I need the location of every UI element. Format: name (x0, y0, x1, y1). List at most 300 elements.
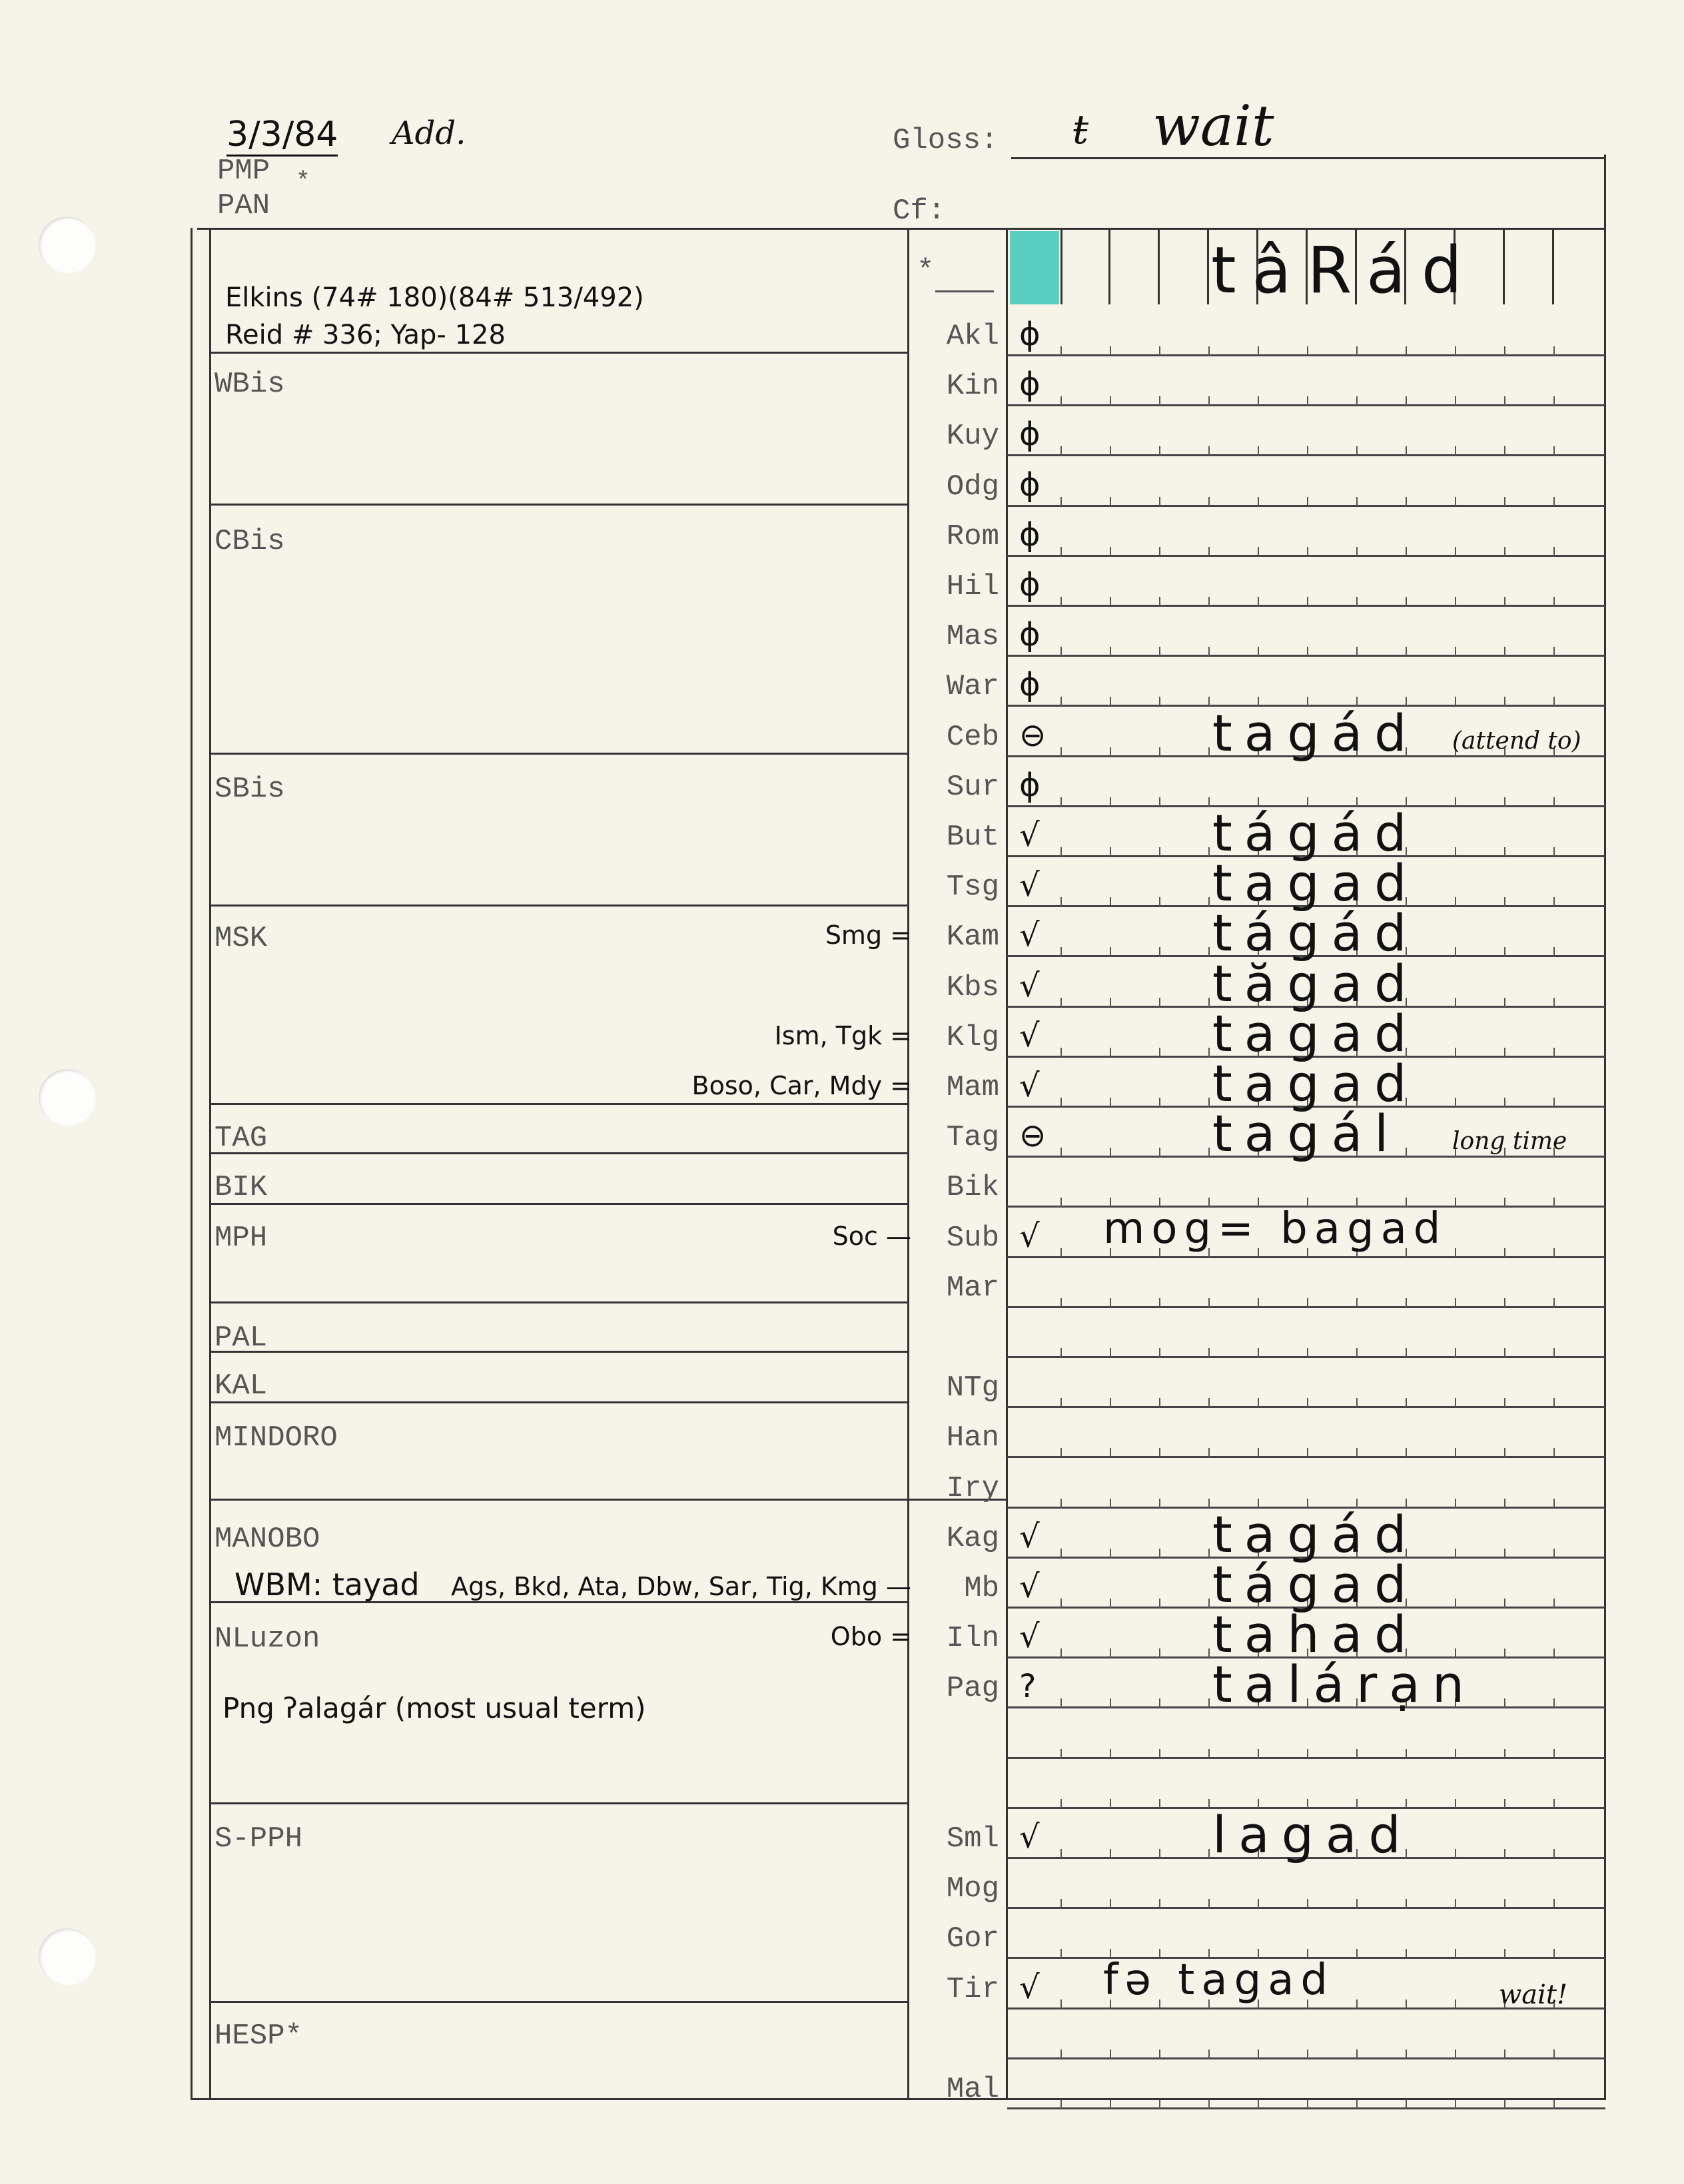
row-tick (1455, 1448, 1456, 1457)
row-tick (1406, 396, 1407, 406)
group-divider (209, 753, 907, 755)
row-tick (1504, 697, 1505, 706)
row-tick (1258, 2099, 1259, 2109)
row-tick (1504, 1799, 1505, 1808)
row-tick (1553, 2099, 1555, 2109)
reflex-form: tagad (1212, 853, 1419, 913)
row-tick (1208, 998, 1210, 1007)
row-tick (1208, 897, 1210, 907)
to-mark: ŧ (1072, 107, 1089, 153)
group-label: HESP* (214, 2019, 303, 2053)
row-tick (1159, 947, 1160, 956)
row-tick (1553, 1499, 1555, 1508)
group-label: CBis (214, 525, 285, 558)
row-prefix-note: Ism, Tgk = (774, 1020, 911, 1050)
group-divider (209, 1802, 907, 1804)
row-tick (1060, 1799, 1062, 1808)
reflex-mark: ϕ (1019, 466, 1041, 504)
binder-hole-bottom (39, 1928, 96, 1986)
row-tick (1208, 1749, 1210, 1758)
reflex-mark: ⊖ (1019, 1117, 1047, 1155)
row-tick (1060, 1849, 1062, 1858)
row-tick (1504, 947, 1505, 956)
language-code: Tir (946, 1972, 999, 2006)
language-code: Mas (946, 620, 999, 654)
row-tick (1504, 1549, 1505, 1558)
row-tick (1258, 2049, 1259, 2059)
reflex-mark: √ (1019, 1618, 1040, 1656)
group-divider (209, 1401, 907, 1403)
language-code: Kam (946, 920, 999, 954)
language-code: War (946, 670, 999, 704)
language-code: Pag (946, 1672, 999, 1706)
row-line (1007, 354, 1605, 356)
row-tick (1504, 346, 1505, 356)
row-tick (1455, 346, 1456, 356)
row-tick (1455, 1098, 1456, 1107)
cf-label: Cf: (893, 194, 946, 228)
row-tick (1110, 1298, 1111, 1307)
star-dash (935, 290, 994, 292)
reflex-form: tágád (1212, 903, 1419, 963)
row-tick (1406, 1949, 1407, 1958)
language-code: Odg (946, 470, 999, 504)
row-tick (1110, 1799, 1111, 1808)
row-tick (1110, 647, 1111, 656)
row-tick (1110, 1698, 1111, 1708)
row-tick (1060, 797, 1062, 807)
group-label: MPH (214, 1222, 268, 1255)
row-tick (1208, 597, 1210, 606)
star-code: * (917, 254, 935, 288)
row-tick (1060, 1949, 1062, 1958)
row-tick (1208, 1499, 1210, 1508)
row-tick (1110, 747, 1111, 757)
row-tick (1356, 1398, 1358, 1407)
row-tick (1060, 1549, 1062, 1558)
row-tick (1356, 2000, 1358, 2009)
row-tick (1159, 1849, 1160, 1858)
row-line (1007, 1456, 1605, 1458)
row-tick (1356, 2049, 1358, 2059)
reflex-mark: ? (1019, 1668, 1037, 1706)
row-tick (1455, 497, 1456, 506)
row-tick (1159, 747, 1160, 757)
row-tick (1406, 2099, 1407, 2109)
row-tick (1307, 1348, 1308, 1357)
row-tick (1504, 1899, 1505, 1908)
language-code: Mam (946, 1071, 999, 1104)
row-tick (1307, 497, 1308, 506)
row-prefix-note: Obo = (830, 1622, 911, 1652)
row-tick (1356, 497, 1358, 506)
row-tick (1110, 797, 1111, 807)
row-tick (1060, 1599, 1062, 1608)
row-tick (1208, 2049, 1210, 2059)
language-code: Rom (946, 520, 999, 553)
group-divider (209, 1301, 907, 1303)
reflex-mark: ϕ (1019, 366, 1041, 404)
row-tick (1060, 1398, 1062, 1407)
row-tick (1455, 697, 1456, 706)
reflex-mark: √ (1019, 1818, 1040, 1856)
row-tick (1159, 847, 1160, 857)
row-tick (1356, 647, 1358, 656)
reflex-form: tágád (1212, 803, 1419, 863)
row-tick (1504, 1648, 1505, 1658)
row-tick (1110, 446, 1111, 456)
row-tick (1159, 396, 1160, 406)
row-tick (1159, 897, 1160, 907)
gloss-label: Gloss: (893, 124, 999, 157)
row-tick (1060, 1749, 1062, 1758)
row-tick (1110, 1849, 1111, 1858)
row-tick (1110, 346, 1111, 356)
row-tick (1553, 998, 1555, 1007)
row-prefix-note: Soc — (832, 1221, 911, 1251)
row-tick (1060, 2000, 1062, 2009)
row-line (1007, 1256, 1605, 1258)
reflex-mark: √ (1019, 1067, 1040, 1104)
row-tick (1060, 697, 1062, 706)
row-tick (1159, 697, 1160, 706)
row-tick (1406, 1148, 1407, 1157)
row-tick (1455, 1198, 1456, 1207)
reflex-mark: ϕ (1019, 316, 1041, 353)
row-tick (1060, 1248, 1062, 1258)
row-tick (1159, 1098, 1160, 1107)
row-tick (1504, 1949, 1505, 1958)
row-tick (1208, 1298, 1210, 1307)
group-divider (209, 1351, 907, 1353)
row-tick (1060, 2049, 1062, 2059)
row-tick (1110, 1749, 1111, 1758)
row-tick (1060, 2099, 1062, 2109)
pan-label: PAN (217, 189, 270, 222)
row-tick (1406, 346, 1407, 356)
row-tick (1553, 1298, 1555, 1307)
row-tick (1504, 847, 1505, 857)
language-code: Mal (946, 2073, 999, 2106)
row-tick (1455, 2000, 1456, 2009)
row-tick (1208, 1799, 1210, 1808)
row-tick (1060, 547, 1062, 556)
row-tick (1455, 2049, 1456, 2059)
reflex-mark: √ (1019, 1016, 1040, 1054)
row-tick (1208, 2099, 1210, 2109)
language-code: Kin (946, 370, 999, 404)
language-code: Iry (946, 1471, 999, 1505)
row-tick (1110, 396, 1111, 406)
row-tick (1060, 1048, 1062, 1057)
reflex-mark: √ (1019, 1217, 1040, 1255)
row-tick (1208, 947, 1210, 956)
row-tick (1159, 797, 1160, 807)
group-label: MINDORO (214, 1421, 338, 1455)
row-tick (1258, 647, 1259, 656)
cell-divider (1060, 230, 1062, 304)
row-prefix-note: Ags, Bkd, Ata, Dbw, Sar, Tig, Kmg — (451, 1572, 911, 1601)
row-tick (1060, 1148, 1062, 1157)
row-tick (1553, 1248, 1555, 1258)
row-tick (1553, 1599, 1555, 1608)
row-tick (1159, 2099, 1160, 2109)
language-code: Iln (946, 1622, 999, 1656)
language-code: Hil (946, 570, 999, 603)
pmp-label: PMP (217, 155, 270, 188)
row-tick (1060, 747, 1062, 757)
row-tick (1504, 2049, 1505, 2059)
group-label: WBis (214, 368, 285, 401)
row-tick (1455, 1298, 1456, 1307)
row-tick (1110, 1899, 1111, 1908)
group-label: SBis (214, 773, 285, 806)
cell-divider (1503, 230, 1505, 304)
row-tick (1504, 1048, 1505, 1057)
row-tick (1208, 1398, 1210, 1407)
row-tick (1455, 1248, 1456, 1258)
language-code: Mb (964, 1572, 999, 1605)
date: 3/3/84 (226, 115, 338, 157)
language-code: Tag (946, 1121, 999, 1155)
group-divider (209, 352, 907, 354)
row-tick (1258, 597, 1259, 606)
reflex-form: tahad (1212, 1605, 1419, 1664)
language-code: Sml (946, 1822, 999, 1856)
reflex-form: tagál (1212, 1104, 1401, 1164)
row-tick (1060, 847, 1062, 857)
row-tick (1307, 597, 1308, 606)
row-tick (1258, 396, 1259, 406)
row-tick (1406, 1398, 1407, 1407)
row-tick (1208, 1348, 1210, 1357)
row-line (1007, 1757, 1605, 1759)
row-tick (1208, 1448, 1210, 1457)
language-code: Tsg (946, 871, 999, 905)
row-tick (1159, 1298, 1160, 1307)
row-tick (1159, 597, 1160, 606)
row-tick (1208, 1849, 1210, 1858)
row-tick (1553, 446, 1555, 456)
row-tick (1060, 1348, 1062, 1357)
row-tick (1060, 597, 1062, 606)
row-tick (1455, 597, 1456, 606)
row-line (1007, 555, 1605, 557)
row-tick (1208, 1148, 1210, 1157)
row-tick (1307, 2049, 1308, 2059)
row-tick (1110, 1499, 1111, 1508)
row-tick (1258, 497, 1259, 506)
language-code: Ceb (946, 720, 999, 754)
row-tick (1060, 346, 1062, 356)
row-tick (1258, 1298, 1259, 1307)
middle-divider (907, 228, 909, 2100)
row-tick (1504, 1298, 1505, 1307)
row-tick (1307, 1398, 1308, 1407)
row-tick (1406, 446, 1407, 456)
row-tick (1159, 1799, 1160, 1808)
row-tick (1504, 446, 1505, 456)
row-tick (1208, 446, 1210, 456)
row-tick (1504, 1849, 1505, 1858)
left-border-outer (191, 228, 193, 2100)
highlight-cell (1010, 231, 1059, 304)
row-tick (1060, 396, 1062, 406)
row-tick (1406, 647, 1407, 656)
language-code: Kag (946, 1521, 999, 1555)
row-tick (1307, 346, 1308, 356)
row-tick (1110, 847, 1111, 857)
row-prefix-note: Boso, Car, Mdy = (691, 1071, 911, 1100)
row-tick (1504, 497, 1505, 506)
reflex-form: tagád (1212, 1504, 1419, 1564)
row-tick (1208, 647, 1210, 656)
row-tick (1356, 2099, 1358, 2109)
row-tick (1159, 998, 1160, 1007)
row-tick (1406, 547, 1407, 556)
row-tick (1356, 1448, 1358, 1457)
row-tick (1553, 697, 1555, 706)
row-tick (1208, 1899, 1210, 1908)
row-tick (1356, 547, 1358, 556)
row-tick (1553, 597, 1555, 606)
row-tick (1060, 1899, 1062, 1908)
reconstruction-form: tâRád (1211, 233, 1478, 308)
row-tick (1208, 346, 1210, 356)
row-tick (1159, 1448, 1160, 1457)
gloss-underline (1011, 157, 1604, 159)
row-tick (1553, 1749, 1555, 1758)
row-tick (1553, 396, 1555, 406)
row-tick (1504, 897, 1505, 907)
language-code: Kbs (946, 970, 999, 1004)
row-tick (1455, 647, 1456, 656)
row-tick (1208, 497, 1210, 506)
row-tick (1455, 1949, 1456, 1958)
row-tick (1060, 1448, 1062, 1457)
row-tick (1455, 1749, 1456, 1758)
reflex-mark: ϕ (1019, 516, 1041, 553)
reflex-form: fə tagad (1103, 1955, 1335, 2005)
row-tick (1060, 1298, 1062, 1307)
row-tick (1110, 497, 1111, 506)
group-label: MANOBO (214, 1523, 320, 1556)
row-tick (1258, 1749, 1259, 1758)
row-tick (1060, 1499, 1062, 1508)
row-tick (1159, 1549, 1160, 1558)
row-tick (1406, 1348, 1407, 1357)
reflex-mark: ϕ (1019, 766, 1041, 804)
row-tick (1208, 396, 1210, 406)
row-tick (1110, 1599, 1111, 1608)
row-tick (1110, 1348, 1111, 1357)
row-tick (1110, 697, 1111, 706)
row-tick (1208, 747, 1210, 757)
row-tick (1553, 797, 1555, 807)
row-line (1007, 1306, 1605, 1308)
row-tick (1504, 1198, 1505, 1207)
row-tick (1060, 1698, 1062, 1708)
row-tick (1208, 847, 1210, 857)
row-tick (1504, 1098, 1505, 1107)
row-tick (1553, 547, 1555, 556)
row-tick (1159, 346, 1160, 356)
row-tick (1307, 647, 1308, 656)
row-tick (1553, 1348, 1555, 1357)
row-tick (1307, 1899, 1308, 1908)
language-code: Akl (946, 320, 999, 353)
row-tick (1110, 547, 1111, 556)
language-code: But (946, 821, 999, 854)
row-note: wait! (1499, 1979, 1568, 2010)
row-tick (1258, 346, 1259, 356)
row-tick (1553, 1398, 1555, 1407)
reflex-form: mog= bagad (1103, 1204, 1448, 1254)
row-tick (1455, 897, 1456, 907)
reflex-mark: √ (1019, 966, 1040, 1004)
row-tick (1553, 346, 1555, 356)
row-tick (1504, 1599, 1505, 1608)
row-tick (1455, 797, 1456, 807)
reflex-form: talárạn (1212, 1654, 1477, 1714)
row-tick (1208, 547, 1210, 556)
row-tick (1159, 1348, 1160, 1357)
row-tick (1553, 1698, 1555, 1708)
row-tick (1504, 1348, 1505, 1357)
reflex-mark: ϕ (1019, 666, 1041, 704)
row-tick (1504, 2099, 1505, 2109)
row-tick (1406, 2049, 1407, 2059)
row-tick (1356, 396, 1358, 406)
row-tick (1307, 1749, 1308, 1758)
row-tick (1208, 697, 1210, 706)
row-tick (1159, 1048, 1160, 1057)
reflex-form: tagad (1212, 1054, 1419, 1113)
reflex-mark: √ (1019, 817, 1040, 854)
row-tick (1455, 1398, 1456, 1407)
row-line (1007, 2107, 1605, 2109)
row-tick (1504, 597, 1505, 606)
row-tick (1307, 547, 1308, 556)
row-tick (1159, 1499, 1160, 1508)
row-tick (1060, 998, 1062, 1007)
cell-divider (1552, 230, 1554, 304)
row-tick (1159, 446, 1160, 456)
row-tick (1159, 2049, 1160, 2059)
row-tick (1455, 847, 1456, 857)
group-divider (209, 1203, 907, 1205)
row-tick (1110, 1148, 1111, 1157)
language-code: Klg (946, 1020, 999, 1054)
row-tick (1159, 647, 1160, 656)
reflex-form: tăgad (1212, 953, 1419, 1013)
row-tick (1455, 1899, 1456, 1908)
language-code: Gor (946, 1922, 999, 1956)
row-tick (1455, 1348, 1456, 1357)
row-tick (1060, 897, 1062, 907)
row-tick (1110, 597, 1111, 606)
table-top-border (197, 228, 1605, 230)
group-label: KAL (214, 1369, 268, 1403)
reflex-mark: √ (1019, 1517, 1040, 1555)
row-tick (1406, 1448, 1407, 1457)
row-tick (1504, 1698, 1505, 1708)
row-line (1007, 2057, 1605, 2059)
row-tick (1208, 1098, 1210, 1107)
reflex-form: tagád (1212, 703, 1419, 763)
row-tick (1110, 1549, 1111, 1558)
row-tick (1406, 1749, 1407, 1758)
